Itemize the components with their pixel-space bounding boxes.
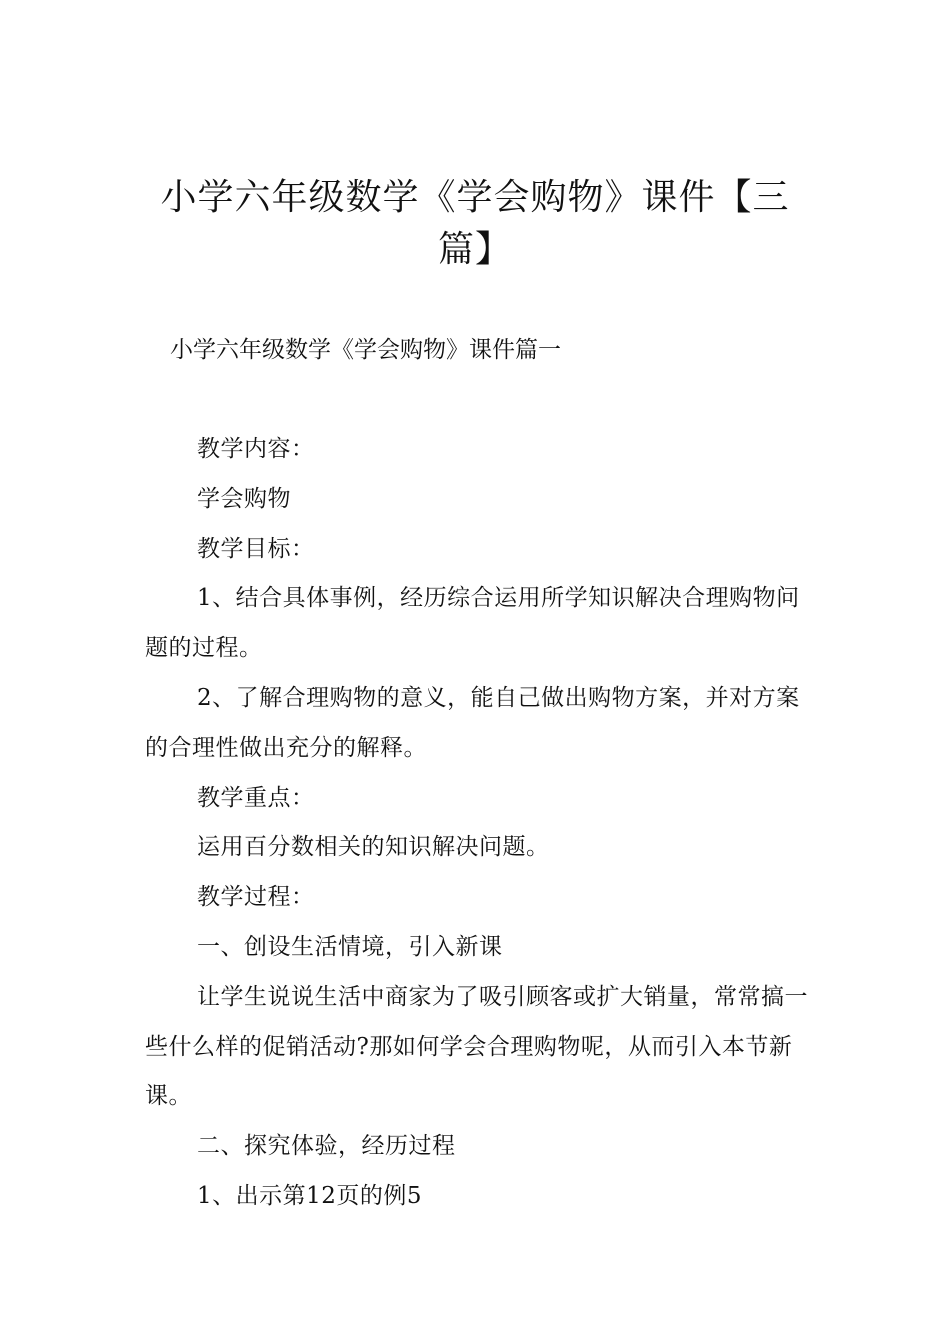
paragraph-goals-label: 教学目标： — [197, 535, 315, 562]
paragraph-content: 学会购物 — [197, 485, 291, 512]
document-title: 小学六年级数学《学会购物》课件【三篇】 — [160, 177, 790, 270]
section-subtitle: 小学六年级数学《学会购物》课件篇一 — [170, 337, 561, 363]
paragraph-focus: 运用百分数相关的知识解决问题。 — [197, 834, 550, 861]
paragraph-focus-label: 教学重点： — [197, 784, 315, 811]
paragraph-step-1-body: 让学生说说生活中商家为了吸引顾客或扩大销量，常常搞一些什么样的促销活动?那如何学会合理购物呢，从而引入本节新课。 — [145, 983, 808, 1110]
document-body — [145, 425, 810, 1222]
paragraph-step-1-heading: 一、创设生活情境，引入新课 — [197, 933, 503, 960]
paragraph-process-label: 教学过程： — [197, 884, 315, 911]
paragraph-step-2-heading: 二、探究体验，经历过程 — [197, 1133, 456, 1160]
paragraph-content-label: 教学内容： — [197, 436, 315, 462]
paragraph-goal-2: 2、了解合理购物的意义，能自己做出购物方案，并对方案的合理性做出充分的解释。 — [145, 684, 800, 761]
paragraph-goal-1: 1、结合具体事例，经历综合运用所学知识解决合理购物问题的过程。 — [145, 585, 800, 662]
paragraph-step-2-item-1: 1、出示第12页的例5 — [197, 1182, 423, 1209]
